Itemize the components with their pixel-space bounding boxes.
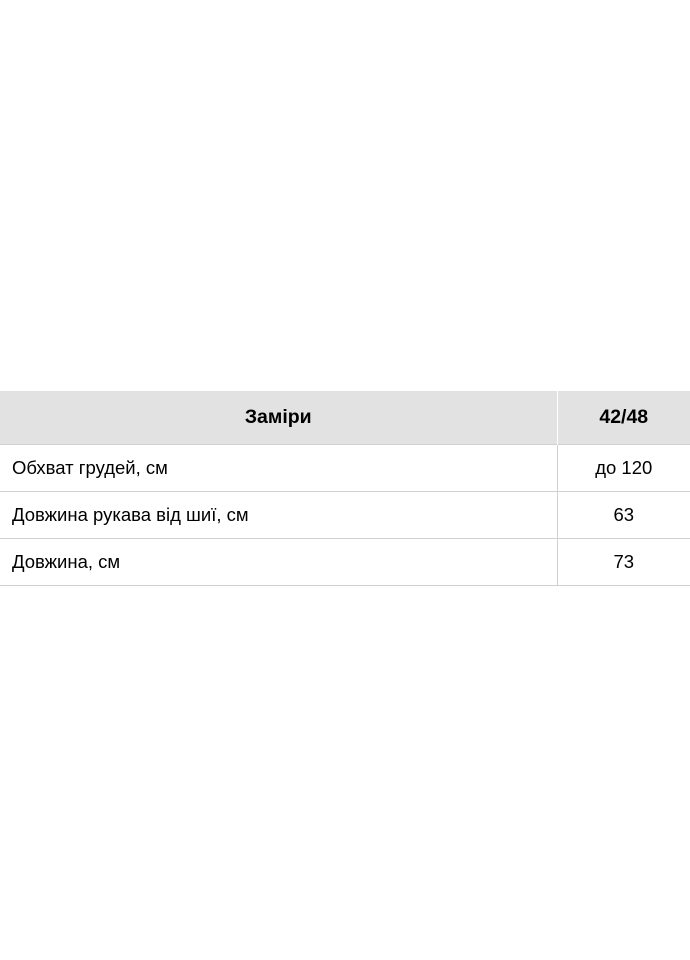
row-value-length: 73 xyxy=(557,539,690,586)
column-header-measurements: Заміри xyxy=(0,391,557,445)
row-value-sleeve-length: 63 xyxy=(557,492,690,539)
table-row xyxy=(0,445,690,492)
table-row xyxy=(0,539,690,586)
row-label-chest-circumference: Обхват грудей, см xyxy=(0,445,557,492)
row-label-sleeve-length: Довжина рукава від шиї, см xyxy=(0,492,557,539)
size-table-container xyxy=(0,391,690,586)
table-header-row xyxy=(0,391,690,445)
size-measurements-table xyxy=(0,391,690,586)
table-row xyxy=(0,492,690,539)
table-body xyxy=(0,445,690,586)
row-label-length: Довжина, см xyxy=(0,539,557,586)
column-header-size: 42/48 xyxy=(557,391,690,445)
row-value-chest-circumference: до 120 xyxy=(557,445,690,492)
table-header xyxy=(0,391,690,445)
